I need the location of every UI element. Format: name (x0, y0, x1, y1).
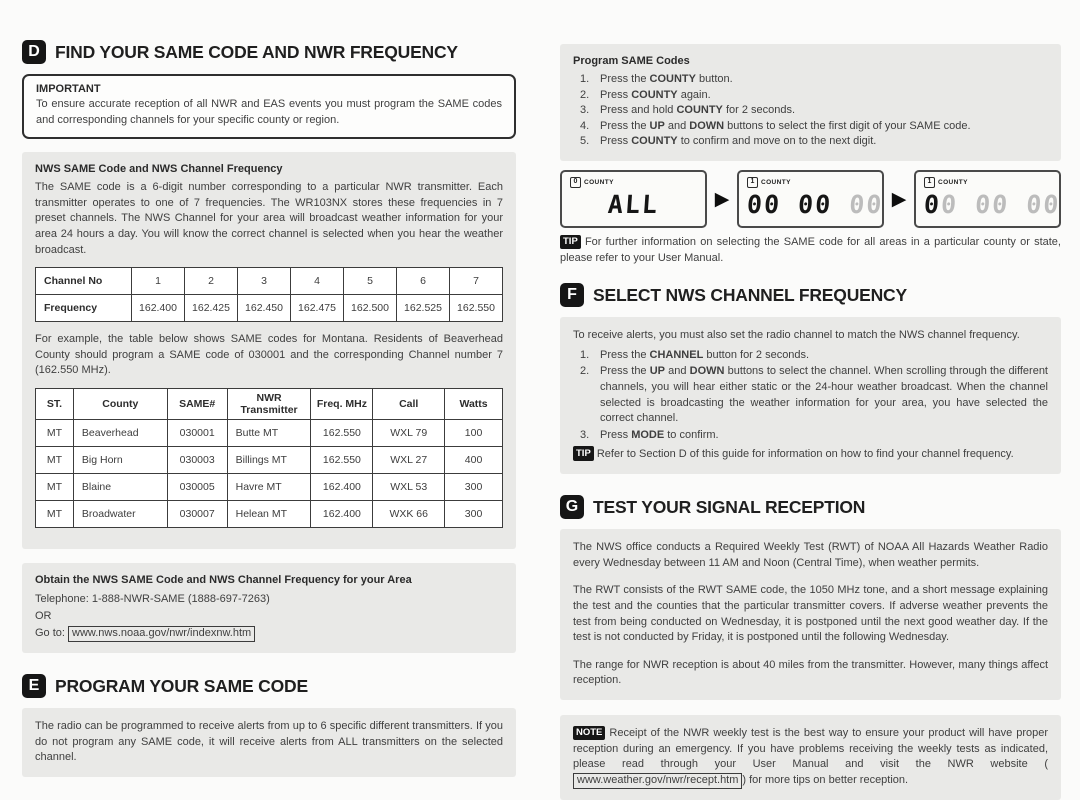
lcd-dark-digits: 00 00 (745, 190, 834, 220)
obtain-box (22, 563, 516, 653)
step-text: Press and hold COUNTY for 2 seconds. (600, 104, 796, 117)
step-text: Press MODE to confirm. (600, 428, 719, 441)
table-cell: 162.400 (311, 474, 373, 501)
table-cell: 4 (291, 268, 344, 295)
section-g-header (560, 495, 1061, 519)
table-row (36, 447, 503, 474)
step-number: 5. (580, 135, 590, 148)
step-number: 2. (580, 365, 590, 378)
lcd-display-1 (560, 170, 707, 228)
table-row (36, 474, 503, 501)
section-d-badge: D (22, 40, 46, 64)
table-cell: WXL 27 (373, 447, 445, 474)
lcd-position-indicator: 1 (924, 177, 935, 188)
table-row (36, 420, 503, 447)
table-row (36, 295, 503, 322)
g-paragraph-2: The RWT consists of the RWT SAME code, the 1050 MHz tone, and a short message explaining the test and the counties that the particular transmitter covers. If adverse weather prevents the test from being conducted on Wednesday, it is postponed until the next good weather day. If the test is not conducted by Friday, it is postponed until the following Wednesday. (573, 584, 1048, 644)
table-cell: MT (36, 447, 74, 474)
step-text: Press the COUNTY button. (600, 73, 733, 85)
nws-noaa-url-link[interactable]: www.nws.noaa.gov/nwr/indexnw.htm (68, 626, 255, 642)
step-number: 1. (580, 73, 590, 85)
table-cell: 7 (450, 268, 503, 295)
g-paragraph-3: The range for NWR reception is about 40 miles from the transmitter. However, many things affect reception. (573, 658, 1048, 687)
table-cell: 162.525 (397, 295, 450, 322)
table-cell: 162.500 (344, 295, 397, 322)
f-step-2 (573, 364, 1048, 426)
lcd-light-digits: 0 00 00 (940, 190, 1062, 220)
table-cell: Beaverhead (73, 420, 167, 447)
table-cell: 300 (445, 474, 503, 501)
step-text: Press COUNTY to confirm and move on to the next digit. (600, 135, 877, 148)
important-heading: IMPORTANT (36, 83, 101, 95)
step-text: Press COUNTY again. (600, 88, 711, 101)
tip-paragraph: TIP For further information on selecting the SAME code for all areas in a particular county or state, please refer to your User Manual. (560, 236, 1061, 264)
table-cell: Havre MT (227, 474, 311, 501)
table-cell: 162.475 (291, 295, 344, 322)
lcd-digits (569, 190, 698, 219)
table-cell: Blaine (73, 474, 167, 501)
lcd-top-row (747, 176, 874, 188)
lcd-position-indicator: 0 (570, 177, 581, 188)
table-cell: 3 (238, 268, 291, 295)
table-cell: Butte MT (227, 420, 311, 447)
lcd-display-3 (914, 170, 1061, 228)
important-box (22, 74, 516, 139)
section-g-badge: G (560, 495, 584, 519)
lcd-top-row (570, 176, 697, 188)
section-e-body: The radio can be programmed to receive alerts from up to 6 specific different transmitters. If you do not program any SAME code, it will receive alerts from ALL transmitters on the selected channel. (35, 720, 503, 764)
step-text: Press the UP and DOWN buttons to select the channel. When scrolling through the different channels, you will hear either static or the 24-hour weather broadcast. When the channel selected is broadcasting the weather information for your area, you have selected the correct channel. (600, 365, 1048, 425)
table-cell: Helean MT (227, 501, 311, 528)
section-e-header (22, 674, 516, 698)
table-cell: WXL 79 (373, 420, 445, 447)
step-number: 1. (580, 348, 590, 361)
obtain-telephone: Telephone: 1-888-NWR-SAME (1888-697-7263) (35, 593, 270, 606)
table-cell: 030007 (167, 501, 227, 528)
note-box (560, 715, 1061, 800)
table-row (36, 501, 503, 528)
table-header-cell: ST. (36, 389, 74, 420)
step-text: Press the UP and DOWN buttons to select the first digit of your SAME code. (600, 119, 971, 132)
note-paragraph: NOTE Receipt of the NWR weekly test is the best way to ensure your product will have proper reception during an emergency. If you have problems receiving the weekly tests as indicated, please read through your User Manual and visit the NWR website (www.weather.gov/nwr/recept.htm ) for more tips on better reception. (573, 726, 1048, 789)
table-cell: Big Horn (73, 447, 167, 474)
obtain-heading: Obtain the NWS SAME Code and NWS Channel Frequency for your Area (35, 574, 412, 587)
section-g-title: TEST YOUR SIGNAL RECEPTION (593, 496, 866, 517)
column-right (560, 44, 1061, 800)
table-cell: 162.425 (185, 295, 238, 322)
lcd-county-label: COUNTY (938, 178, 968, 186)
lcd-digits (745, 190, 885, 220)
frequency-row-label: Frequency (36, 295, 132, 322)
table-cell: MT (36, 501, 74, 528)
program-step-2 (573, 88, 1048, 104)
table-cell: 2 (185, 268, 238, 295)
table-cell: 5 (344, 268, 397, 295)
table-cell: 400 (445, 447, 503, 474)
section-f-header (560, 283, 1061, 307)
example-paragraph: For example, the table below shows SAME codes for Montana. Residents of Beaverhead County should program a SAME code of 030001 and the corresponding Channel number 7 (162.550 MHz). (35, 333, 503, 377)
column-left (22, 40, 516, 777)
table-header-row (36, 389, 503, 420)
lcd-county-label: COUNTY (584, 178, 614, 186)
section-f-badge: F (560, 283, 584, 307)
step-number: 4. (580, 119, 590, 132)
arrow-right-icon: ▶ (891, 188, 907, 210)
lcd-top-row (924, 176, 1051, 188)
arrow-right-icon: ▶ (714, 188, 730, 210)
f-tip-paragraph: TIP Refer to Section D of this guide for information on how to find your channel frequency. (573, 447, 1048, 463)
table-cell: 162.450 (238, 295, 291, 322)
table-cell: 300 (445, 501, 503, 528)
table-header-cell: SAME# (167, 389, 227, 420)
table-cell: 6 (397, 268, 450, 295)
channel-frequency-table (35, 267, 503, 322)
f-step-3 (573, 428, 1048, 444)
section-f-intro: To receive alerts, you must also set the radio channel to match the NWS channel frequency. (573, 329, 1020, 342)
table-cell: 162.550 (311, 447, 373, 474)
same-info-heading: NWS SAME Code and NWS Channel Frequency (35, 163, 283, 176)
program-step-1 (573, 72, 1048, 88)
table-header-cell: Freq. MHz (311, 389, 373, 420)
weather-gov-url-link[interactable]: www.weather.gov/nwr/recept.htm (573, 773, 742, 789)
table-cell: Billings MT (227, 447, 311, 474)
step-number: 3. (580, 104, 590, 117)
table-header-cell: NWR Transmitter (227, 389, 311, 420)
section-d-header (22, 40, 516, 64)
lcd-digits (922, 190, 1062, 220)
table-cell: 030005 (167, 474, 227, 501)
f-step-1 (573, 348, 1048, 364)
step-number: 2. (580, 88, 590, 101)
table-cell: 030003 (167, 447, 227, 474)
note-badge: NOTE (573, 726, 605, 740)
section-e-title: PROGRAM YOUR SAME CODE (55, 675, 308, 696)
table-header-cell: Call (373, 389, 445, 420)
table-cell: MT (36, 474, 74, 501)
tip-badge: TIP (573, 446, 594, 460)
table-cell: 100 (445, 420, 503, 447)
table-cell: WXL 53 (373, 474, 445, 501)
obtain-goto: Go to: www.nws.noaa.gov/nwr/indexnw.htm (35, 625, 503, 642)
program-step-3 (573, 103, 1048, 119)
table-cell: WXK 66 (373, 501, 445, 528)
g-paragraph-1: The NWS office conducts a Required Weekly Test (RWT) of NOAA All Hazards Weather Radio every Wednesday between 11 AM and Noon (Central Time), when weather permits. (573, 541, 1048, 569)
tip-badge: TIP (560, 235, 581, 249)
program-same-heading: Program SAME Codes (573, 55, 690, 67)
table-row (36, 268, 503, 295)
table-cell: 162.550 (450, 295, 503, 322)
lcd-dark-digits: ALL (606, 190, 661, 220)
lcd-light-digits: 00 (831, 190, 885, 220)
step-number: 3. (580, 428, 590, 441)
same-info-box (22, 152, 516, 549)
channel-row-label: Channel No (36, 268, 132, 295)
obtain-or: OR (35, 610, 52, 623)
lcd-displays-row (560, 170, 1061, 228)
same-info-body: The SAME code is a 6-digit number corresponding to a particular NWR transmitter. Each transmitter operates to one of 7 frequencies. The WR103NX stores these frequencies in 7 preset channels. The NWS Channel for your area will broadcast weather information for your area 24 hours a day. You will know the correct channel is selected when you hear the weather broadcast. (35, 181, 503, 256)
table-cell: 162.400 (311, 501, 373, 528)
lcd-position-indicator: 1 (747, 177, 758, 188)
important-body: To ensure accurate reception of all NWR and EAS events you must program the SAME codes and corresponding channels for your specific county or region. (36, 98, 502, 126)
montana-same-table (35, 388, 503, 528)
lcd-county-label: COUNTY (761, 178, 791, 186)
section-f-body-box (560, 317, 1061, 474)
table-cell: 162.400 (132, 295, 185, 322)
lcd-display-2 (737, 170, 884, 228)
program-same-box (560, 44, 1061, 161)
step-text: Press the CHANNEL button for 2 seconds. (600, 348, 810, 361)
table-header-cell: County (73, 389, 167, 420)
program-step-4 (573, 119, 1048, 135)
table-cell: MT (36, 420, 74, 447)
table-cell: 162.550 (311, 420, 373, 447)
table-header-cell: Watts (445, 389, 503, 420)
section-g-body-box (560, 529, 1061, 700)
table-cell: Broadwater (73, 501, 167, 528)
table-cell: 030001 (167, 420, 227, 447)
table-cell: 1 (132, 268, 185, 295)
section-e-body-box (22, 708, 516, 777)
section-f-title: SELECT NWS CHANNEL FREQUENCY (593, 284, 907, 305)
lcd-dark-digits: 0 (922, 190, 943, 220)
program-step-5 (573, 134, 1048, 150)
section-d-title: FIND YOUR SAME CODE AND NWR FREQUENCY (55, 41, 458, 62)
section-e-badge: E (22, 674, 46, 698)
